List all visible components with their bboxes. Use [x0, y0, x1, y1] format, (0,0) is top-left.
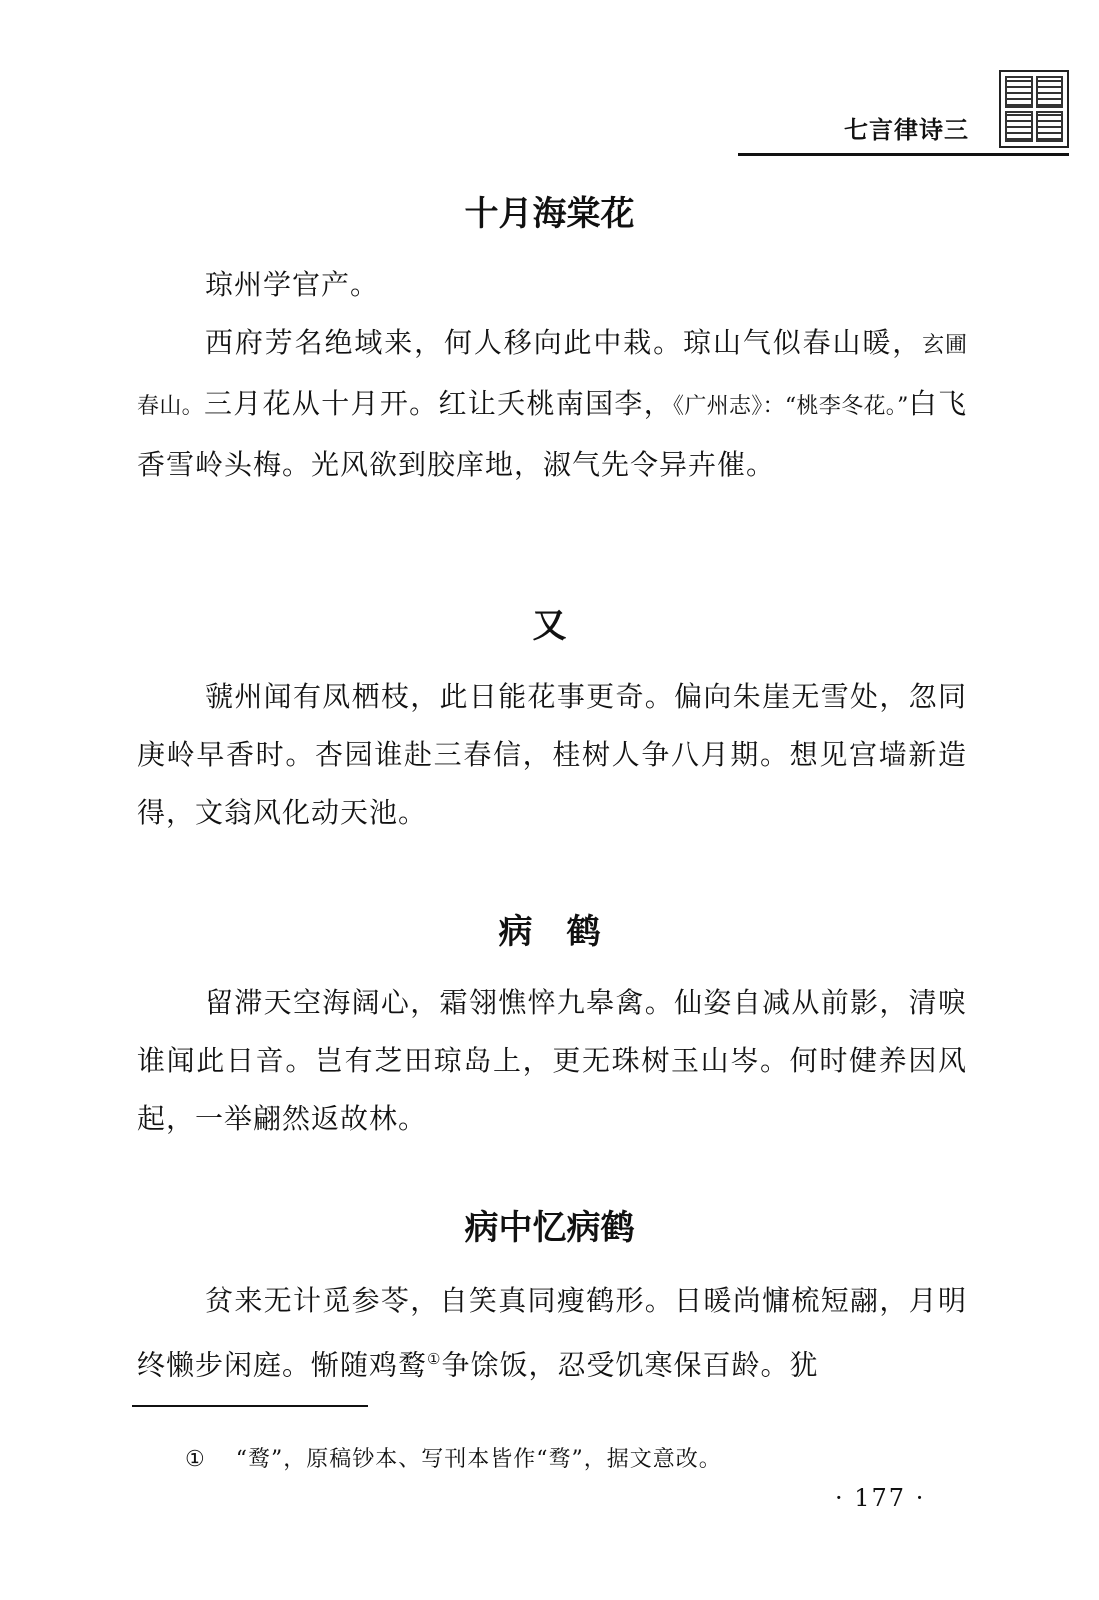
poem-title: 病中忆病鹤 [464, 1208, 635, 1248]
poem-text: 三月花从十月开。红让夭桃南国李， [203, 387, 674, 420]
footnote-text: “鹜”，原稿钞本、写刊本皆作“骛”，据文意改。 [235, 1447, 722, 1472]
footnote-reference: ① [427, 1350, 442, 1368]
poem-text: 留滞天空海阔心，霜翎憔悴九皋禽。仙姿自减从前影，清唳谁闻此日音。岂有芝田琼岛上，更无珠树玉山岑。何时健养因风起，一举翩然返故林。 [137, 986, 967, 1135]
poem-text: 争馀饭，忍受饥寒保百龄。犹 [441, 1348, 819, 1382]
poem-title: 又 [532, 606, 567, 646]
seal-stamp-icon [999, 70, 1069, 148]
poem-paragraph [137, 974, 967, 1148]
poem-text: 西府芳名绝域来，何人移向此中栽。琼山气似春山暖， [205, 326, 923, 359]
poem-paragraph [137, 668, 967, 842]
footnote-mark: ① [185, 1447, 206, 1472]
poem-paragraph [137, 1272, 967, 1394]
section-header: 七言律诗三 [844, 116, 969, 144]
poem-title: 病 鹤 [498, 912, 601, 952]
poem-text: 白飞香雪岭头梅。光风欲到胶庠地，淑气先令异卉催。 [137, 387, 967, 481]
poem-text: 虢州闻有凤栖枝，此日能花事更奇。偏向朱崖无雪处，忽同庚岭早香时。杏园谁赴三春信，桂树人争八月期。想见宫墙新造得，文翁风化动天池。 [137, 680, 967, 829]
footnote [185, 1442, 722, 1473]
annotation: 玄圃春山。 [137, 333, 967, 419]
poem-text: 琼州学官产。 [205, 268, 380, 301]
poem-paragraph [137, 314, 967, 494]
poem-paragraph [137, 256, 967, 314]
footnote-rule [132, 1405, 368, 1407]
poem-text: 贫来无计觅参苓，自笑真同瘦鹤形。日暖尚慵梳短翮，月明终懒步闲庭。惭随鸡鹜 [137, 1284, 967, 1382]
poem-title: 十月海棠花 [464, 194, 635, 234]
header-rule [738, 153, 1069, 156]
annotation: 《广州志》：“桃李冬花。” [673, 394, 909, 419]
page-number: · 177 · [835, 1484, 926, 1512]
